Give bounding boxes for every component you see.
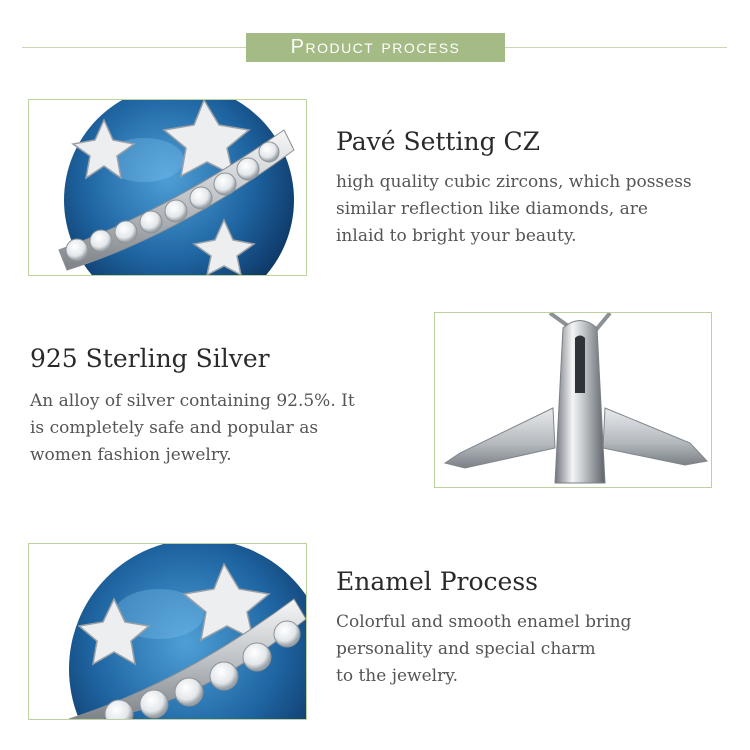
- section-banner: [246, 33, 505, 62]
- planet-charm-image: [28, 543, 307, 720]
- description-line: Colorful and smooth enamel bring: [336, 612, 632, 632]
- description-line: women fashion jewelry.: [30, 445, 232, 465]
- banner-title: Product process: [290, 36, 461, 58]
- section-title-pave-setting: Pavé Setting CZ: [336, 127, 541, 156]
- description-line: inlaid to bright your beauty.: [336, 226, 577, 246]
- description-line: to the jewelry.: [336, 666, 458, 686]
- section-description-pave-setting: [336, 169, 692, 250]
- header-rule-left: [22, 47, 246, 48]
- description-line: high quality cubic zircons, which possess: [336, 172, 692, 192]
- description-line: is completely safe and popular as: [30, 418, 319, 438]
- section-title-sterling-silver: 925 Sterling Silver: [30, 344, 270, 373]
- description-line: similar reflection like diamonds, are: [336, 199, 648, 219]
- section-description-enamel-process: [336, 609, 631, 690]
- description-line: personality and special charm: [336, 639, 596, 659]
- section-title-enamel-process: Enamel Process: [336, 567, 538, 596]
- section-description-sterling-silver: [30, 388, 355, 469]
- planet-charm-image: [28, 99, 307, 276]
- description-line: An alloy of silver containing 92.5%. It: [30, 391, 355, 411]
- header-rule-right: [505, 47, 727, 48]
- airplane-charm-image: [434, 312, 712, 488]
